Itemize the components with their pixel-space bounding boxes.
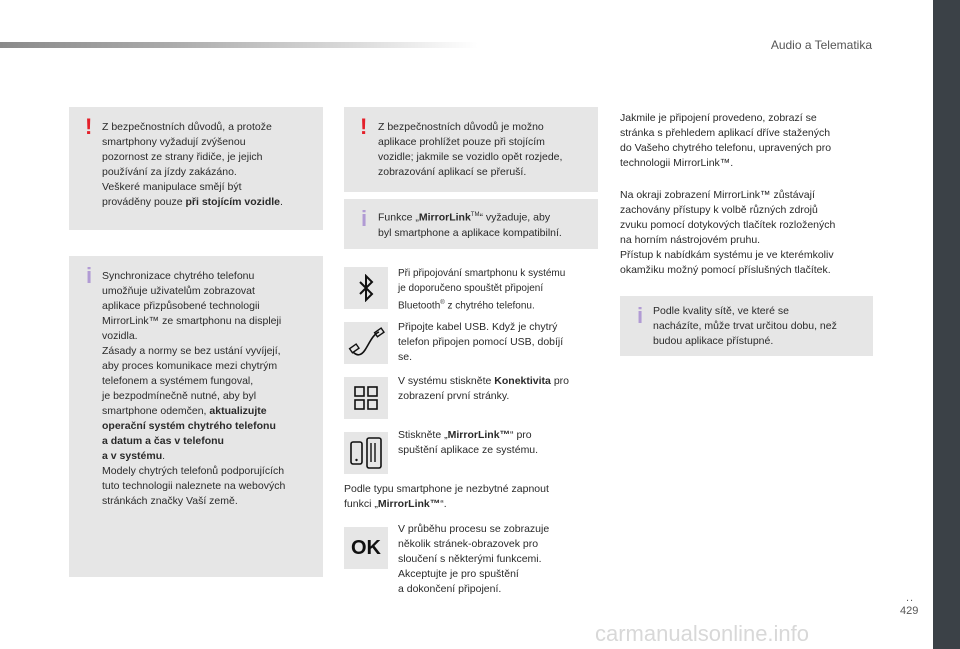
watermark: carmanualsonline.info <box>595 621 810 646</box>
text-line: Přístup k nabídkám systému je ve kterémkoliv <box>620 249 834 261</box>
text-line: smartphony vyžadují zvýšenou <box>102 136 246 148</box>
text-span: “ pro <box>510 429 532 441</box>
text-span: V systému stiskněte <box>398 375 495 387</box>
text-span: funkci „ <box>344 498 378 510</box>
text-line: aby proces komunikace mezi chytrým <box>102 360 278 372</box>
right-info-box <box>620 296 873 356</box>
text-line: zachovány přístupy k volbě různých zdrojů <box>620 204 818 216</box>
info-icon: i <box>361 206 368 231</box>
page-side-bar <box>933 0 960 649</box>
text-line: pozornost ze strany řidiče, je jejich <box>102 151 263 163</box>
text-line: telefon připojen pomocí USB, dobíjí <box>398 336 564 348</box>
text-line <box>344 497 598 512</box>
text-line: okamžiku možný pomocí příslušných tlačítek. <box>620 264 831 276</box>
text-line: Podle typu smartphone je nezbytné zapnout <box>344 483 549 495</box>
bold-span: operační systém chytrého telefonu <box>102 420 276 432</box>
page-dots: .. <box>906 592 915 604</box>
mid-warning-box <box>344 107 598 192</box>
text-line: vozidle; jakmile se vozidlo opět rozjede, <box>378 151 563 163</box>
text-span: . <box>162 450 166 462</box>
text-span: Funkce „ <box>378 211 419 224</box>
text-line: se. <box>398 351 413 363</box>
bold-span: MirrorLink™ <box>447 429 511 441</box>
mirrorlink-note <box>344 482 598 512</box>
mirrorlink-icon-box <box>344 432 388 474</box>
text-line <box>102 195 318 210</box>
mid-info-box <box>344 199 598 249</box>
bold-span: a v systému <box>102 450 163 462</box>
text-line: do Vašeho chytrého telefonu, upravených pro <box>620 142 832 154</box>
usb-cable-icon <box>347 326 385 360</box>
right-info-text <box>653 304 871 349</box>
warning-icon: ! <box>85 114 93 139</box>
bold-span: MirrorLink™ <box>377 498 441 510</box>
text-line <box>398 428 598 443</box>
text-line: je bezpodmínečně nutné, aby byl <box>102 390 257 402</box>
text-span: Stiskněte „ <box>398 429 448 441</box>
left-info-text <box>102 269 320 509</box>
text-line: Z bezpečnostních důvodů je možno <box>378 121 544 133</box>
text-line <box>398 374 598 389</box>
text-line: sloučení s některými funkcemi. <box>398 553 542 565</box>
text-line: V průběhu procesu se zobrazuje <box>398 523 550 535</box>
bluetooth-step-text <box>398 266 598 313</box>
text-line: aplikace přizpůsobené technologii <box>102 300 260 312</box>
left-info-box <box>69 256 323 577</box>
text-line: stránka s přehledem aplikací dříve stažených <box>620 127 831 139</box>
text-line: spuštění aplikace ze systému. <box>398 444 539 456</box>
text-line: vozidla. <box>102 330 138 342</box>
text-line: Na okraji zobrazení MirrorLink™ zůstávají <box>620 189 815 201</box>
text-line: a dokončení připojení. <box>398 583 502 595</box>
text-line: telefonem a systémem fungoval, <box>102 375 254 387</box>
mid-info-text <box>378 208 596 241</box>
left-warning-box <box>69 107 323 230</box>
text-line: tuto technologii naleznete na webových <box>102 480 286 492</box>
text-span: . <box>280 196 283 208</box>
text-line: Při připojování smartphonu k systému <box>398 268 566 279</box>
connectivity-grid-icon <box>353 385 379 411</box>
text-line <box>398 296 598 313</box>
section-title: Audio a Telematika <box>770 38 872 52</box>
right-paragraph-2 <box>620 188 880 278</box>
text-line: na horním nástrojovém pruhu. <box>620 234 761 246</box>
text-line: Modely chytrých telefonů podporujících <box>102 465 285 477</box>
right-paragraph-1 <box>620 111 880 171</box>
text-line: zobrazení první stránky. <box>398 390 510 402</box>
text-line <box>102 404 320 419</box>
usb-icon-box <box>344 322 388 364</box>
text-line: Z bezpečnostních důvodů, a protože <box>102 121 272 133</box>
header-decor-bar <box>0 42 478 48</box>
text-line <box>102 449 320 464</box>
text-span: prováděny pouze <box>102 196 186 208</box>
text-line: Připojte kabel USB. Když je chytrý <box>398 321 558 333</box>
ok-step-text <box>398 522 598 597</box>
tm-mark: TM <box>470 212 480 218</box>
text-line: zvuku pomocí dotykových tlačítek rozložených <box>620 219 836 231</box>
bold-span: aktualizujte <box>209 405 267 417</box>
bold-span: při stojícím vozidle <box>185 196 281 208</box>
connectivity-step-text <box>398 374 598 404</box>
info-icon: i <box>86 263 93 288</box>
text-line: Veškeré manipulace smějí být <box>102 181 242 193</box>
text-line: Jakmile je připojení provedeno, zobrazí se <box>620 112 817 124</box>
text-line: byl smartphone a aplikace kompatibilní. <box>378 226 562 239</box>
text-line: Podle kvality sítě, ve které se <box>653 305 789 317</box>
text-line <box>102 419 320 434</box>
ok-button-icon: OK <box>351 536 381 559</box>
text-line: stránkách značky Vaší země. <box>102 495 238 507</box>
text-line: Zásady a normy se bez ustání vyvíjejí, <box>102 345 281 357</box>
text-line: je doporučeno spouštět připojení <box>398 283 544 294</box>
bold-span: Konektivita <box>494 375 551 387</box>
connectivity-icon-box <box>344 377 388 419</box>
text-line: nacházíte, může trvat určitou dobu, než <box>653 320 837 332</box>
text-line: MirrorLink™ ze smartphonu na displeji <box>102 315 282 327</box>
text-span: smartphone odemčen, <box>102 405 210 417</box>
bluetooth-icon-box <box>344 267 388 309</box>
text-span: “. <box>440 498 447 510</box>
text-span: z chytrého telefonu. <box>444 300 535 312</box>
text-line: zobrazování aplikací se přeruší. <box>378 166 527 178</box>
text-line: umožňuje uživatelům zobrazovat <box>102 285 255 297</box>
text-line: aplikace prohlížet pouze při stojícím <box>378 136 545 148</box>
info-icon: i <box>637 303 644 328</box>
text-line: Akceptujte je pro spuštění <box>398 568 519 580</box>
bold-span: a datum a čas v telefonu <box>102 435 224 447</box>
text-span: “ vyžaduje, aby <box>479 211 551 224</box>
page-number: 429 <box>900 605 919 617</box>
text-line: Synchronizace chytrého telefonu <box>102 270 255 282</box>
text-line: používání za jízdy zakázáno. <box>102 166 237 178</box>
text-line <box>378 208 596 226</box>
text-span: pro <box>550 375 569 387</box>
warning-icon: ! <box>360 114 368 139</box>
left-warning-text <box>102 120 318 210</box>
reg-mark: ® <box>440 300 445 306</box>
usb-step-text <box>398 320 598 365</box>
mid-warning-text <box>378 120 596 180</box>
ok-icon-box <box>344 527 388 569</box>
text-line: budou aplikace přístupné. <box>653 335 774 347</box>
bold-span: MirrorLink <box>418 211 471 224</box>
text-span: Bluetooth <box>398 300 441 312</box>
text-line: technologii MirrorLink™. <box>620 157 734 169</box>
text-line: několik stránek-obrazovek pro <box>398 538 539 550</box>
text-line <box>102 434 320 449</box>
mirrorlink-step-text <box>398 428 598 458</box>
mirrorlink-phone-icon <box>348 436 384 470</box>
bluetooth-icon <box>353 274 379 302</box>
